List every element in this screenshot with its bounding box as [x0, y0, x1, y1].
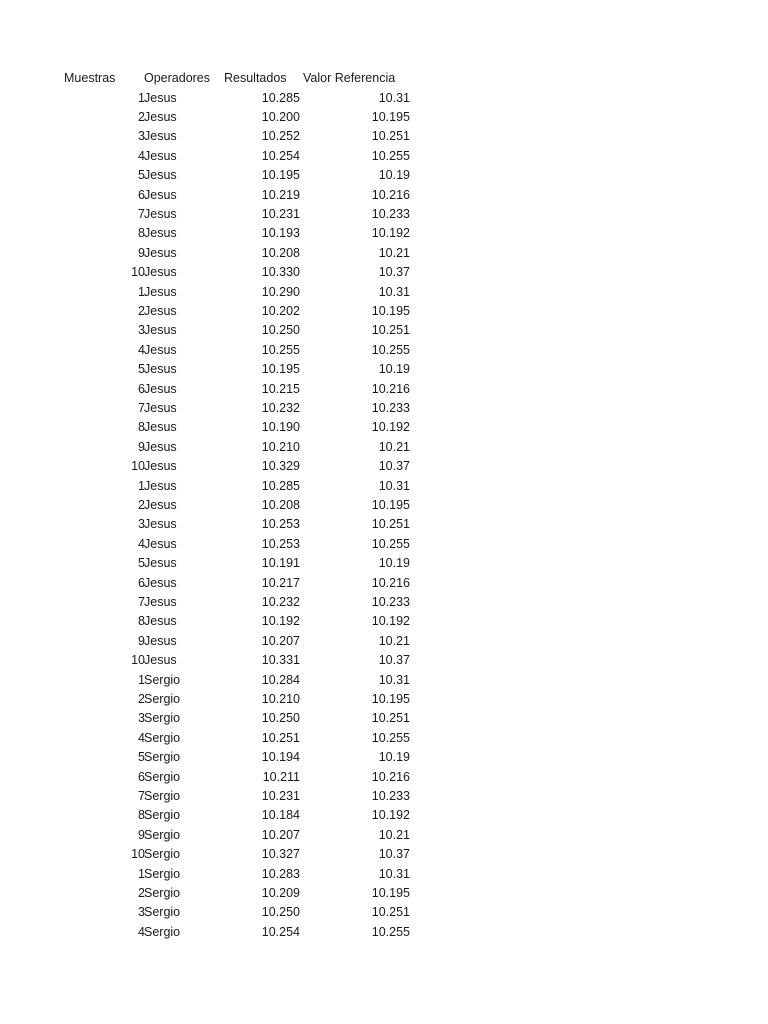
- operador-cell: Sergio: [144, 788, 181, 803]
- resultado-cell: 10.217: [261, 575, 300, 590]
- muestra-cell: 7: [138, 594, 145, 609]
- valor-referencia-cell: 10.251: [371, 129, 410, 144]
- table-row: [0, 574, 768, 593]
- resultado-cell: 10.195: [261, 362, 300, 377]
- resultado-cell: 10.193: [261, 226, 300, 241]
- operador-cell: Jesus: [144, 148, 177, 163]
- resultado-cell: 10.219: [261, 187, 300, 202]
- muestra-cell: 2: [138, 303, 145, 318]
- resultado-cell: 10.207: [261, 633, 300, 648]
- operador-cell: Jesus: [144, 206, 177, 221]
- valor-referencia-cell: 10.255: [371, 536, 410, 551]
- valor-referencia-cell: 10.195: [371, 885, 410, 900]
- table-row: [0, 438, 768, 457]
- operador-cell: Jesus: [144, 517, 177, 532]
- resultado-cell: 10.250: [261, 905, 300, 920]
- operador-cell: Jesus: [144, 284, 177, 299]
- resultado-cell: 10.250: [261, 711, 300, 726]
- operador-cell: Jesus: [144, 497, 177, 512]
- muestra-cell: 5: [138, 168, 145, 183]
- table-row: [0, 496, 768, 515]
- operador-cell: Jesus: [144, 168, 177, 183]
- muestra-cell: 8: [138, 226, 145, 241]
- operador-cell: Sergio: [144, 730, 181, 745]
- muestra-cell: 3: [138, 129, 145, 144]
- muestra-cell: 1: [138, 90, 145, 105]
- valor-referencia-cell: 10.255: [371, 342, 410, 357]
- table-row: [0, 554, 768, 573]
- table-row: [0, 89, 768, 108]
- table-row: [0, 923, 768, 942]
- muestra-cell: 4: [138, 730, 145, 745]
- table-row: [0, 865, 768, 884]
- resultado-cell: 10.200: [261, 109, 300, 124]
- resultado-cell: 10.285: [261, 478, 300, 493]
- table-row: [0, 593, 768, 612]
- operador-cell: Jesus: [144, 556, 177, 571]
- operador-cell: Jesus: [144, 362, 177, 377]
- resultado-cell: 10.331: [261, 653, 300, 668]
- muestra-cell: 8: [138, 420, 145, 435]
- table-row: [0, 127, 768, 146]
- valor-referencia-cell: 10.37: [378, 459, 410, 474]
- resultado-cell: 10.231: [261, 206, 300, 221]
- operador-cell: Sergio: [144, 847, 181, 862]
- resultado-cell: 10.254: [261, 148, 300, 163]
- muestra-cell: 3: [138, 517, 145, 532]
- resultado-cell: 10.210: [261, 439, 300, 454]
- muestra-cell: 7: [138, 400, 145, 415]
- resultado-cell: 10.255: [261, 342, 300, 357]
- table-row: [0, 244, 768, 263]
- table-row: [0, 826, 768, 845]
- table-row: [0, 224, 768, 243]
- muestra-cell: 8: [138, 808, 145, 823]
- muestra-cell: 6: [138, 381, 145, 396]
- table-row: [0, 787, 768, 806]
- valor-referencia-cell: 10.233: [371, 594, 410, 609]
- valor-referencia-cell: 10.192: [371, 808, 410, 823]
- resultado-cell: 10.251: [261, 730, 300, 745]
- valor-referencia-cell: 10.255: [371, 924, 410, 939]
- operador-cell: Sergio: [144, 827, 181, 842]
- valor-referencia-cell: 10.31: [378, 672, 410, 687]
- operador-cell: Sergio: [144, 905, 181, 920]
- operador-cell: Jesus: [144, 400, 177, 415]
- table-row: [0, 690, 768, 709]
- operador-cell: Jesus: [144, 381, 177, 396]
- valor-referencia-cell: 10.233: [371, 788, 410, 803]
- valor-referencia-cell: 10.19: [378, 362, 410, 377]
- valor-referencia-cell: 10.31: [378, 866, 410, 881]
- muestra-cell: 2: [138, 497, 145, 512]
- valor-referencia-cell: 10.21: [378, 827, 410, 842]
- header-resultados: Resultados: [224, 71, 287, 85]
- muestra-cell: 4: [138, 536, 145, 551]
- valor-referencia-cell: 10.31: [378, 284, 410, 299]
- resultado-cell: 10.232: [261, 594, 300, 609]
- operador-cell: Sergio: [144, 711, 181, 726]
- valor-referencia-cell: 10.21: [378, 439, 410, 454]
- muestra-cell: 7: [138, 788, 145, 803]
- table-row: [0, 283, 768, 302]
- operador-cell: Jesus: [144, 478, 177, 493]
- table-row: [0, 418, 768, 437]
- table-row: [0, 903, 768, 922]
- operador-cell: Sergio: [144, 866, 181, 881]
- table-row: [0, 186, 768, 205]
- muestra-cell: 6: [138, 769, 145, 784]
- muestra-cell: 5: [138, 556, 145, 571]
- table-row: [0, 166, 768, 185]
- valor-referencia-cell: 10.192: [371, 226, 410, 241]
- resultado-cell: 10.253: [261, 536, 300, 551]
- valor-referencia-cell: 10.233: [371, 206, 410, 221]
- muestra-cell: 4: [138, 148, 145, 163]
- resultado-cell: 10.208: [261, 497, 300, 512]
- operador-cell: Jesus: [144, 594, 177, 609]
- resultado-cell: 10.184: [261, 808, 300, 823]
- resultado-cell: 10.192: [261, 614, 300, 629]
- table-row: [0, 729, 768, 748]
- muestra-cell: 1: [138, 672, 145, 687]
- valor-referencia-cell: 10.195: [371, 303, 410, 318]
- operador-cell: Sergio: [144, 808, 181, 823]
- operador-cell: Jesus: [144, 109, 177, 124]
- muestra-cell: 3: [138, 323, 145, 338]
- muestra-cell: 3: [138, 711, 145, 726]
- resultado-cell: 10.215: [261, 381, 300, 396]
- valor-referencia-cell: 10.195: [371, 691, 410, 706]
- valor-referencia-cell: 10.216: [371, 187, 410, 202]
- header-muestras: Muestras: [64, 71, 116, 85]
- resultado-cell: 10.190: [261, 420, 300, 435]
- valor-referencia-cell: 10.216: [371, 575, 410, 590]
- valor-referencia-cell: 10.19: [378, 750, 410, 765]
- table-row: [0, 768, 768, 787]
- valor-referencia-cell: 10.31: [378, 90, 410, 105]
- resultado-cell: 10.191: [261, 556, 300, 571]
- valor-referencia-cell: 10.37: [378, 653, 410, 668]
- valor-referencia-cell: 10.37: [378, 847, 410, 862]
- resultado-cell: 10.252: [261, 129, 300, 144]
- operador-cell: Jesus: [144, 245, 177, 260]
- muestra-cell: 9: [138, 245, 145, 260]
- valor-referencia-cell: 10.251: [371, 517, 410, 532]
- resultado-cell: 10.250: [261, 323, 300, 338]
- table-row: [0, 341, 768, 360]
- table-row: [0, 806, 768, 825]
- table-row: [0, 632, 768, 651]
- resultado-cell: 10.211: [262, 769, 300, 784]
- operador-cell: Sergio: [144, 672, 181, 687]
- valor-referencia-cell: 10.251: [371, 323, 410, 338]
- operador-cell: Jesus: [144, 653, 177, 668]
- resultado-cell: 10.231: [261, 788, 300, 803]
- resultado-cell: 10.195: [261, 168, 300, 183]
- resultado-cell: 10.208: [261, 245, 300, 260]
- operador-cell: Jesus: [144, 303, 177, 318]
- table-row: [0, 205, 768, 224]
- header-operadores: Operadores: [144, 71, 211, 85]
- muestra-cell: 4: [138, 342, 145, 357]
- table-row: [0, 263, 768, 282]
- table-row: [0, 845, 768, 864]
- operador-cell: Jesus: [144, 342, 177, 357]
- muestra-cell: 9: [138, 439, 145, 454]
- operador-cell: Jesus: [144, 90, 177, 105]
- table-row: [0, 380, 768, 399]
- header-row: [0, 69, 768, 88]
- muestra-cell: 2: [138, 109, 145, 124]
- muestra-cell: 3: [138, 905, 145, 920]
- muestra-cell: 7: [138, 206, 145, 221]
- operador-cell: Jesus: [144, 187, 177, 202]
- table-row: [0, 399, 768, 418]
- table-row: [0, 457, 768, 476]
- resultado-cell: 10.327: [261, 847, 300, 862]
- valor-referencia-cell: 10.37: [378, 265, 410, 280]
- operador-cell: Jesus: [144, 439, 177, 454]
- operador-cell: Sergio: [144, 691, 181, 706]
- table-row: [0, 515, 768, 534]
- operador-cell: Jesus: [144, 614, 177, 629]
- operador-cell: Jesus: [144, 226, 177, 241]
- operador-cell: Jesus: [144, 575, 177, 590]
- muestra-cell: 5: [138, 750, 145, 765]
- operador-cell: Jesus: [144, 129, 177, 144]
- operador-cell: Jesus: [144, 536, 177, 551]
- muestra-cell: 6: [138, 187, 145, 202]
- muestra-cell: 4: [138, 924, 145, 939]
- muestra-cell: 1: [138, 284, 145, 299]
- muestra-cell: 10: [131, 459, 145, 474]
- table-row: [0, 108, 768, 127]
- valor-referencia-cell: 10.195: [371, 109, 410, 124]
- muestra-cell: 2: [138, 885, 145, 900]
- valor-referencia-cell: 10.21: [378, 245, 410, 260]
- valor-referencia-cell: 10.233: [371, 400, 410, 415]
- muestra-cell: 10: [131, 847, 145, 862]
- muestra-cell: 10: [131, 265, 145, 280]
- valor-referencia-cell: 10.21: [378, 633, 410, 648]
- resultado-cell: 10.283: [261, 866, 300, 881]
- operador-cell: Sergio: [144, 924, 181, 939]
- operador-cell: Jesus: [144, 633, 177, 648]
- resultado-cell: 10.329: [261, 459, 300, 474]
- muestra-cell: 6: [138, 575, 145, 590]
- resultado-cell: 10.209: [261, 885, 300, 900]
- table-row: [0, 884, 768, 903]
- table-row: [0, 535, 768, 554]
- operador-cell: Jesus: [144, 265, 177, 280]
- muestra-cell: 9: [138, 827, 145, 842]
- valor-referencia-cell: 10.192: [371, 614, 410, 629]
- operador-cell: Jesus: [144, 420, 177, 435]
- resultado-cell: 10.254: [261, 924, 300, 939]
- valor-referencia-cell: 10.31: [378, 478, 410, 493]
- muestra-cell: 1: [138, 866, 145, 881]
- resultado-cell: 10.330: [261, 265, 300, 280]
- operador-cell: Sergio: [144, 769, 181, 784]
- resultado-cell: 10.232: [261, 400, 300, 415]
- table-row: [0, 651, 768, 670]
- operador-cell: Sergio: [144, 885, 181, 900]
- table-row: [0, 748, 768, 767]
- valor-referencia-cell: 10.251: [371, 905, 410, 920]
- table-row: [0, 321, 768, 340]
- valor-referencia-cell: 10.19: [378, 168, 410, 183]
- operador-cell: Jesus: [144, 323, 177, 338]
- header-valor-referencia: Valor Referencia: [303, 71, 396, 85]
- muestra-cell: 8: [138, 614, 145, 629]
- operador-cell: Jesus: [144, 459, 177, 474]
- table-row: [0, 477, 768, 496]
- valor-referencia-cell: 10.216: [371, 381, 410, 396]
- table-row: [0, 671, 768, 690]
- valor-referencia-cell: 10.195: [371, 497, 410, 512]
- valor-referencia-cell: 10.255: [371, 148, 410, 163]
- resultado-cell: 10.202: [261, 303, 300, 318]
- valor-referencia-cell: 10.192: [371, 420, 410, 435]
- muestra-cell: 10: [131, 653, 145, 668]
- muestra-cell: 1: [138, 478, 145, 493]
- table-row: [0, 709, 768, 728]
- table-row: [0, 612, 768, 631]
- operador-cell: Sergio: [144, 750, 181, 765]
- resultado-cell: 10.284: [261, 672, 300, 687]
- table-row: [0, 147, 768, 166]
- muestra-cell: 9: [138, 633, 145, 648]
- resultado-cell: 10.194: [261, 750, 300, 765]
- valor-referencia-cell: 10.19: [378, 556, 410, 571]
- valor-referencia-cell: 10.255: [371, 730, 410, 745]
- table-row: [0, 302, 768, 321]
- muestra-cell: 2: [138, 691, 145, 706]
- valor-referencia-cell: 10.251: [371, 711, 410, 726]
- valor-referencia-cell: 10.216: [371, 769, 410, 784]
- resultado-cell: 10.285: [261, 90, 300, 105]
- table-row: [0, 360, 768, 379]
- muestra-cell: 5: [138, 362, 145, 377]
- resultado-cell: 10.207: [261, 827, 300, 842]
- resultado-cell: 10.210: [261, 691, 300, 706]
- resultado-cell: 10.290: [261, 284, 300, 299]
- resultado-cell: 10.253: [261, 517, 300, 532]
